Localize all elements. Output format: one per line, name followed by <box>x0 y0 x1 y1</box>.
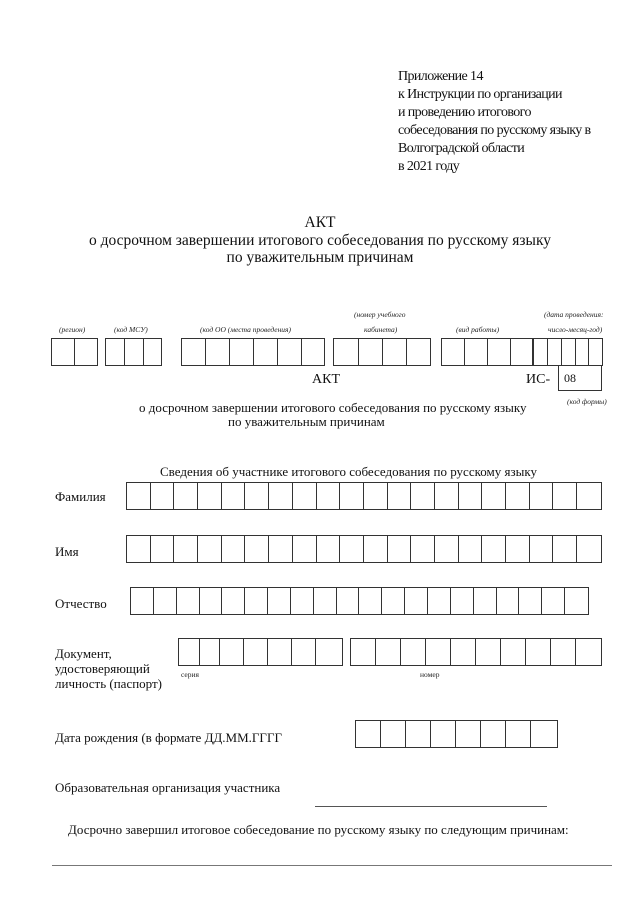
date-cells[interactable] <box>533 338 603 366</box>
input-cell[interactable] <box>530 483 554 509</box>
main-title-line3: по уважительным причинам <box>226 249 414 266</box>
input-cell[interactable] <box>269 536 293 562</box>
input-cell[interactable] <box>200 639 220 665</box>
reason-text: Досрочно завершил итоговое собеседование по русскому языку по следующим причинам: <box>68 822 569 837</box>
input-cell[interactable] <box>334 339 359 365</box>
number-caption: номер <box>420 670 440 679</box>
input-cell[interactable] <box>198 483 222 509</box>
name-cells[interactable] <box>126 535 602 563</box>
reason-line[interactable] <box>52 865 612 866</box>
input-cell[interactable] <box>488 339 511 365</box>
appendix-line: к Инструкции по организации <box>398 87 562 102</box>
input-cell[interactable] <box>278 339 302 365</box>
work-type-cells[interactable] <box>441 338 533 366</box>
input-cell[interactable] <box>125 339 144 365</box>
input-cell[interactable] <box>451 639 476 665</box>
appendix-note <box>398 68 628 176</box>
input-cell[interactable] <box>151 483 175 509</box>
passport-number-cells[interactable] <box>350 638 602 666</box>
msu-cells[interactable] <box>105 338 162 366</box>
form-akt-label: АКТ <box>312 372 340 387</box>
appendix-line: Приложение 14 <box>398 69 483 84</box>
input-cell[interactable] <box>401 639 426 665</box>
input-cell[interactable] <box>511 339 532 365</box>
input-cell[interactable] <box>244 639 268 665</box>
input-cell[interactable] <box>364 483 388 509</box>
input-cell[interactable] <box>576 339 589 365</box>
input-cell[interactable] <box>222 483 246 509</box>
input-cell[interactable] <box>407 339 430 365</box>
input-cell[interactable] <box>52 339 75 365</box>
form-is-prefix: ИС- <box>526 372 551 387</box>
input-cell[interactable] <box>406 721 431 747</box>
input-cell[interactable] <box>127 483 151 509</box>
input-cell[interactable] <box>179 639 200 665</box>
input-cell[interactable] <box>428 588 451 614</box>
caption-region: (регион) <box>59 325 86 334</box>
input-cell[interactable] <box>174 483 198 509</box>
appendix-line: и проведению итогового <box>398 105 531 120</box>
oo-code-cells[interactable] <box>181 338 325 366</box>
input-cell[interactable] <box>222 588 245 614</box>
input-cell[interactable] <box>200 588 223 614</box>
input-cell[interactable] <box>177 588 200 614</box>
input-cell[interactable] <box>548 339 562 365</box>
input-cell[interactable] <box>317 483 341 509</box>
input-cell[interactable] <box>376 639 401 665</box>
input-cell[interactable] <box>268 639 292 665</box>
input-cell[interactable] <box>75 339 97 365</box>
input-cell[interactable] <box>381 721 406 747</box>
patronymic-label: Отчество <box>55 596 107 611</box>
input-cell[interactable] <box>245 483 269 509</box>
input-cell[interactable] <box>351 639 376 665</box>
form-code-box <box>558 365 602 391</box>
document-label-line: Документ, <box>55 646 112 661</box>
org-underline[interactable] <box>315 806 547 807</box>
input-cell[interactable] <box>534 339 548 365</box>
form-code-caption: (код формы) <box>567 397 607 406</box>
input-cell[interactable] <box>442 339 465 365</box>
input-cell[interactable] <box>553 483 577 509</box>
input-cell[interactable] <box>222 536 246 562</box>
input-cell[interactable] <box>340 536 364 562</box>
input-cell[interactable] <box>144 339 161 365</box>
input-cell[interactable] <box>519 588 542 614</box>
input-cell[interactable] <box>459 536 483 562</box>
input-cell[interactable] <box>293 483 317 509</box>
input-cell[interactable] <box>589 339 602 365</box>
input-cell[interactable] <box>364 536 388 562</box>
input-cell[interactable] <box>476 639 501 665</box>
appendix-line: собеседования по русскому языку в <box>398 123 591 138</box>
form-code-value: 08 <box>564 371 576 385</box>
input-cell[interactable] <box>340 483 364 509</box>
input-cell[interactable] <box>497 588 520 614</box>
input-cell[interactable] <box>474 588 497 614</box>
input-cell[interactable] <box>292 639 316 665</box>
caption-work-type: (вид работы) <box>456 325 500 334</box>
form-title-line2: о досрочном завершении итогового собеседования по русскому языку <box>139 400 527 415</box>
input-cell[interactable] <box>456 721 481 747</box>
input-cell[interactable] <box>435 536 459 562</box>
input-cell[interactable] <box>542 588 565 614</box>
input-cell[interactable] <box>268 588 291 614</box>
surname-cells[interactable] <box>126 482 602 510</box>
input-cell[interactable] <box>151 536 175 562</box>
input-cell[interactable] <box>482 536 506 562</box>
input-cell[interactable] <box>506 721 531 747</box>
input-cell[interactable] <box>405 588 428 614</box>
input-cell[interactable] <box>174 536 198 562</box>
input-cell[interactable] <box>411 536 435 562</box>
input-cell[interactable] <box>198 536 222 562</box>
input-cell[interactable] <box>426 639 451 665</box>
input-cell[interactable] <box>506 536 530 562</box>
passport-series-cells[interactable] <box>178 638 343 666</box>
input-cell[interactable] <box>106 339 125 365</box>
document-label-line: личность (паспорт) <box>55 676 163 691</box>
input-cell[interactable] <box>245 536 269 562</box>
input-cell[interactable] <box>230 339 254 365</box>
input-cell[interactable] <box>359 339 383 365</box>
input-cell[interactable] <box>482 483 506 509</box>
input-cell[interactable] <box>127 536 151 562</box>
input-cell[interactable] <box>206 339 230 365</box>
input-cell[interactable] <box>435 483 459 509</box>
patronymic-cells[interactable] <box>130 587 589 615</box>
input-cell[interactable] <box>154 588 177 614</box>
input-cell[interactable] <box>302 339 324 365</box>
birthdate-label: Дата рождения (в формате ДД.ММ.ГГГГ <box>55 730 282 745</box>
input-cell[interactable] <box>531 721 556 747</box>
input-cell[interactable] <box>314 588 337 614</box>
input-cell[interactable] <box>316 639 342 665</box>
input-cell[interactable] <box>553 536 577 562</box>
main-title-akt: АКТ <box>304 214 336 231</box>
input-cell[interactable] <box>501 639 526 665</box>
cabinet-cells[interactable] <box>333 338 431 366</box>
input-cell[interactable] <box>269 483 293 509</box>
caption-cabinet-bottom: кабинета) <box>364 325 398 334</box>
region-cells[interactable] <box>51 338 98 366</box>
form-title-line3: по уважительным причинам <box>228 414 385 429</box>
input-cell[interactable] <box>388 483 412 509</box>
caption-msu: (код МСУ) <box>114 325 148 334</box>
input-cell[interactable] <box>431 721 456 747</box>
input-cell[interactable] <box>465 339 488 365</box>
input-cell[interactable] <box>388 536 412 562</box>
input-cell[interactable] <box>337 588 360 614</box>
input-cell[interactable] <box>131 588 154 614</box>
input-cell[interactable] <box>506 483 530 509</box>
input-cell[interactable] <box>576 639 601 665</box>
input-cell[interactable] <box>577 536 601 562</box>
caption-date-bottom: число-месяц-год) <box>548 325 603 334</box>
input-cell[interactable] <box>459 483 483 509</box>
birthdate-cells[interactable] <box>355 720 558 748</box>
input-cell[interactable] <box>526 639 551 665</box>
input-cell[interactable] <box>317 536 341 562</box>
series-caption: серия <box>181 670 199 679</box>
input-cell[interactable] <box>383 339 407 365</box>
appendix-line: в 2021 году <box>398 159 460 174</box>
input-cell[interactable] <box>577 483 601 509</box>
caption-cabinet-top: (номер учебного <box>354 310 406 319</box>
caption-oo-code: (код ОО (места проведения) <box>200 325 292 334</box>
input-cell[interactable] <box>530 536 554 562</box>
participant-section-title: Сведения об участнике итогового собеседования по русскому языку <box>160 464 537 479</box>
main-title-line2: о досрочном завершении итогового собеседования по русскому языку <box>88 232 552 249</box>
name-label: Имя <box>55 544 79 559</box>
org-label: Образовательная организация участника <box>55 780 281 795</box>
input-cell[interactable] <box>293 536 317 562</box>
input-cell[interactable] <box>382 588 405 614</box>
input-cell[interactable] <box>245 588 268 614</box>
input-cell[interactable] <box>551 639 576 665</box>
input-cell[interactable] <box>356 721 381 747</box>
document-label-line: удостоверяющий <box>55 661 150 676</box>
input-cell[interactable] <box>565 588 588 614</box>
input-cell[interactable] <box>254 339 278 365</box>
input-cell[interactable] <box>182 339 206 365</box>
appendix-line: Волгоградской области <box>398 141 525 156</box>
input-cell[interactable] <box>220 639 244 665</box>
document-label <box>55 646 162 691</box>
surname-label: Фамилия <box>55 489 106 504</box>
input-cell[interactable] <box>562 339 576 365</box>
input-cell[interactable] <box>359 588 382 614</box>
input-cell[interactable] <box>291 588 314 614</box>
input-cell[interactable] <box>481 721 506 747</box>
input-cell[interactable] <box>451 588 474 614</box>
input-cell[interactable] <box>411 483 435 509</box>
caption-date-top: (дата проведения: <box>544 310 604 319</box>
